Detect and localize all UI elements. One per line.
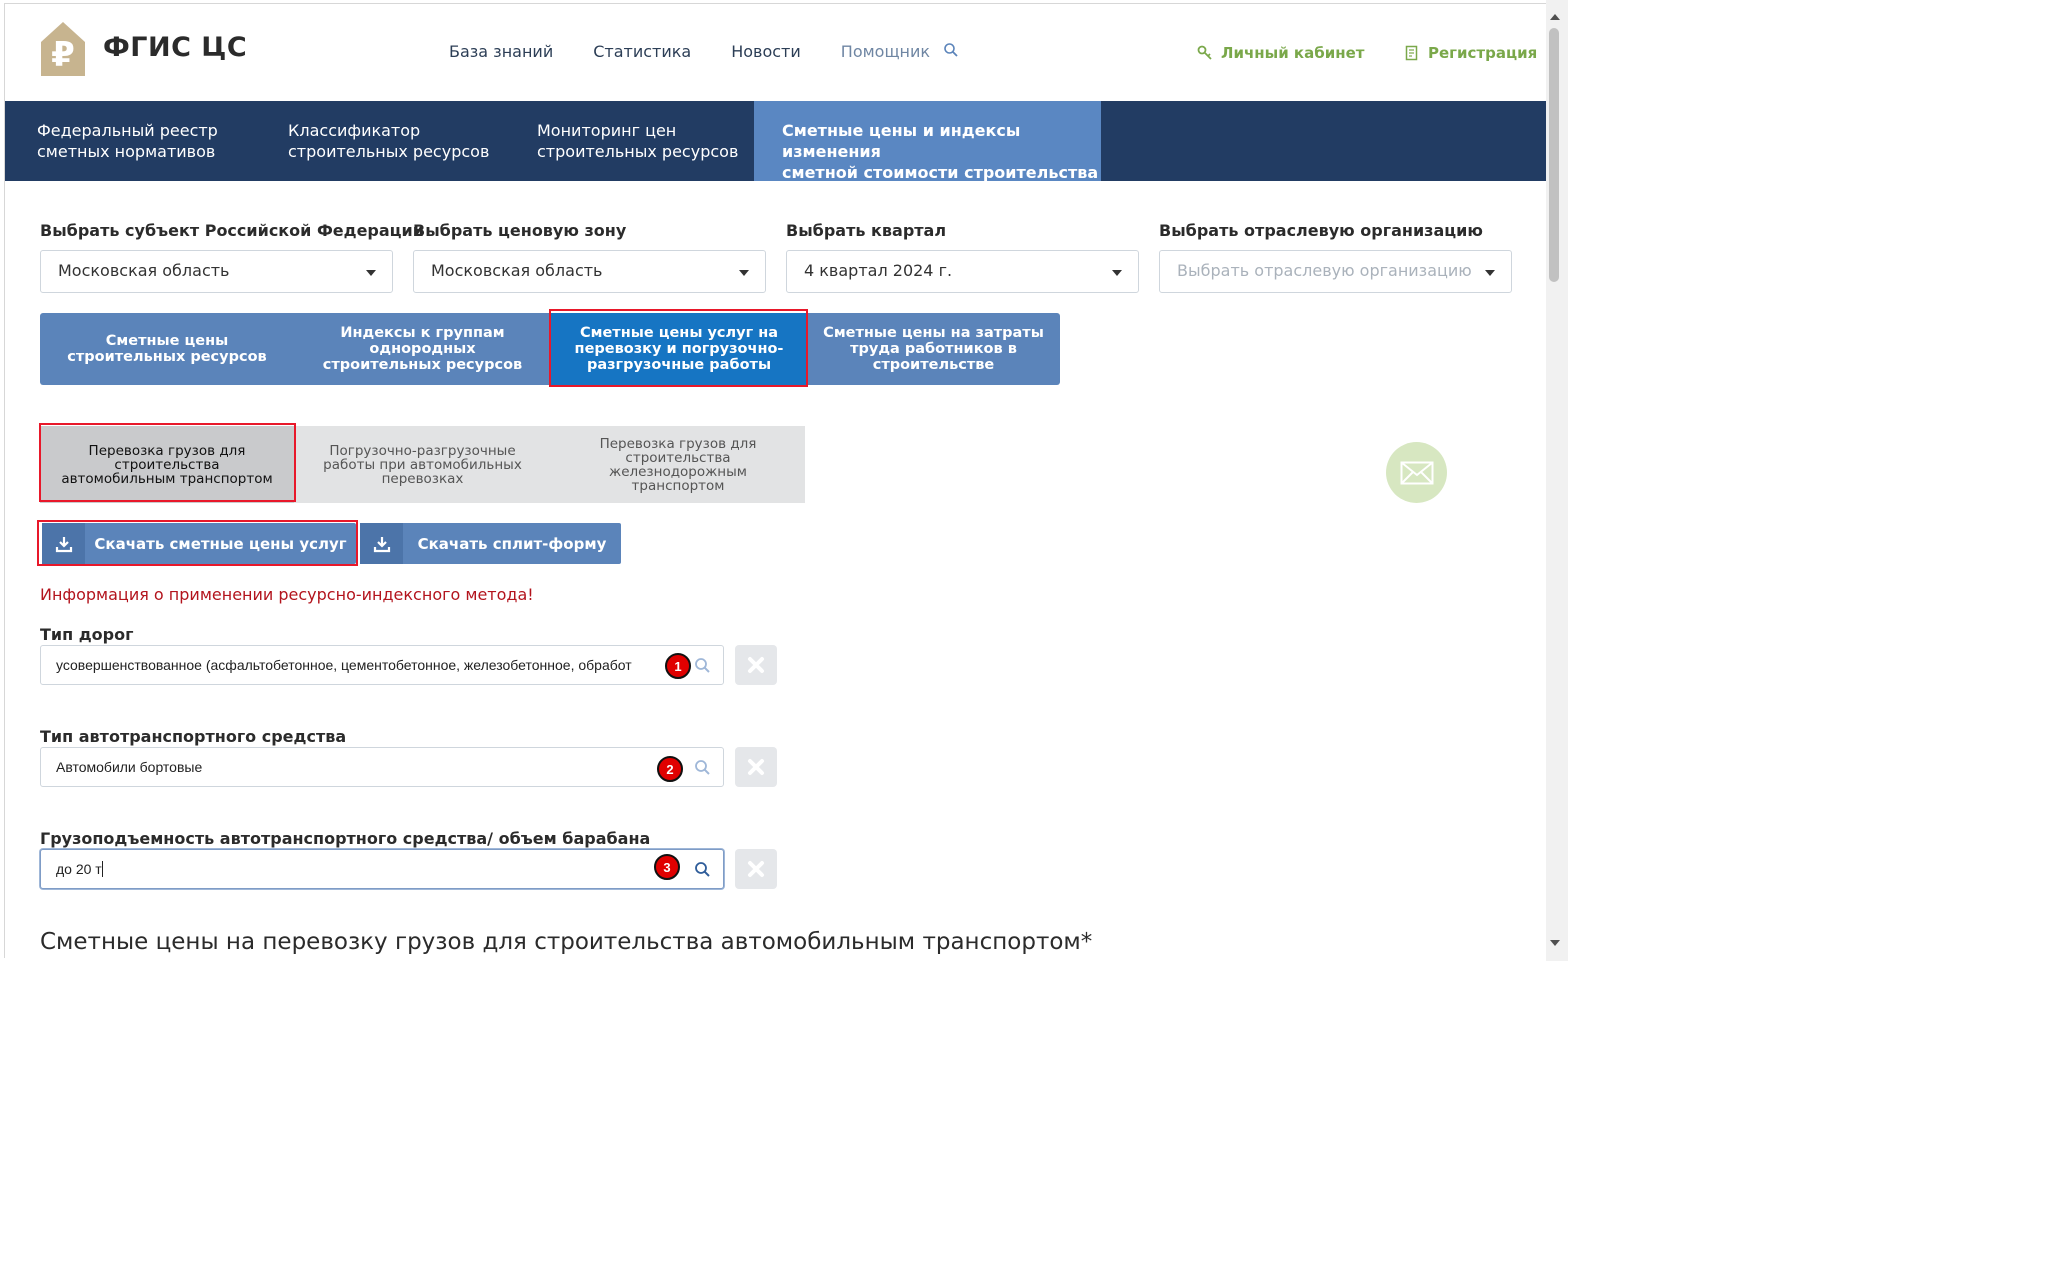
main-nav-label: Классификатор <box>288 121 421 140</box>
tab-group-indexes[interactable] <box>294 313 551 385</box>
main-nav-label: Мониторинг цен <box>537 121 677 140</box>
step-badge: 1 <box>665 653 691 679</box>
ruble-logo-icon[interactable] <box>37 20 89 78</box>
subtab-label: работы при автомобильных <box>323 456 522 473</box>
envelope-icon <box>1400 461 1434 485</box>
account-link[interactable] <box>1197 44 1364 62</box>
download-split-button[interactable] <box>360 523 621 564</box>
resource-index-info-link[interactable]: Информация о применении ресурсно-индексного метода! <box>40 585 534 604</box>
tab-label: строительных ресурсов <box>67 349 267 365</box>
document-edit-icon <box>1405 45 1420 61</box>
top-nav-assistant[interactable]: Помощник <box>840 42 931 61</box>
text-cursor <box>102 861 103 877</box>
tab-label: строительных ресурсов <box>322 357 523 373</box>
capacity-input[interactable] <box>40 849 724 889</box>
register-link-label: Регистрация <box>1428 44 1538 62</box>
search-icon[interactable] <box>694 657 711 674</box>
close-icon <box>747 656 765 674</box>
main-nav <box>5 101 1546 181</box>
tab-labor-prices[interactable] <box>807 313 1060 385</box>
vehicle-type-value: Автомобили бортовые <box>56 759 203 775</box>
road-type-label: Тип дорог <box>40 625 134 644</box>
main-nav-label: сметных нормативов <box>37 142 216 161</box>
download-split-label: Скачать сплит-форму <box>417 534 607 553</box>
svg-text:₽: ₽ <box>51 35 75 75</box>
register-link[interactable] <box>1405 44 1537 62</box>
tab-label: Индексы к группам <box>340 325 505 341</box>
close-icon <box>747 758 765 776</box>
road-type-value: усовершенствованное (асфальтобетонное, цементобетонное, железобетонное, обработ <box>56 657 632 673</box>
top-nav-news[interactable]: Новости <box>731 42 801 61</box>
subtab-label: железнодорожным <box>609 463 747 480</box>
capacity-value: до 20 т <box>56 861 102 877</box>
subtab-label: перевозках <box>381 470 464 487</box>
search-icon[interactable] <box>694 759 711 776</box>
key-icon <box>1197 45 1213 61</box>
zone-select-label: Выбрать ценовую зону <box>413 221 627 240</box>
top-nav-statistics[interactable]: Статистика <box>593 42 692 61</box>
quarter-select[interactable] <box>786 250 1139 293</box>
org-select[interactable] <box>1159 250 1512 293</box>
capacity-label: Грузоподъемность автотранспортного средства/ объем барабана <box>40 829 651 848</box>
subtab-label: транспортом <box>631 477 725 494</box>
subtab-loading-works[interactable] <box>294 426 551 503</box>
subtab-label: строительства <box>114 456 220 473</box>
tab-resource-prices[interactable] <box>40 313 294 385</box>
main-nav-label: строительных ресурсов <box>288 142 490 161</box>
subtab-label: Погрузочно-разгрузочные <box>329 442 516 459</box>
tab-label: строительстве <box>872 357 995 373</box>
section-heading: Сметные цены на перевозку грузов для строительства автомобильным транспортом* <box>40 929 1093 955</box>
step-badge: 3 <box>654 854 680 880</box>
chevron-down-icon <box>1112 270 1122 276</box>
subtab-label: автомобильным транспортом <box>61 470 273 487</box>
highlight-frame <box>39 423 296 502</box>
highlight-frame <box>549 309 808 387</box>
main-nav-federal-register[interactable] <box>37 101 277 181</box>
tab-label: труда работников в <box>850 341 1017 357</box>
vehicle-type-clear-button[interactable] <box>735 747 777 787</box>
road-type-clear-button[interactable] <box>735 645 777 685</box>
search-icon[interactable] <box>694 861 711 878</box>
main-nav-label: сметной стоимости строительства <box>782 163 1099 182</box>
scrollbar-thumb[interactable] <box>1549 28 1559 282</box>
close-icon <box>747 860 765 878</box>
quarter-select-label: Выбрать квартал <box>786 221 947 240</box>
tab-label: Сметные цены услуг на <box>579 325 779 341</box>
top-nav <box>449 42 970 61</box>
main-nav-label: строительных ресурсов <box>537 142 739 161</box>
main-nav-estimate-prices[interactable] <box>754 101 1101 181</box>
org-select-label: Выбрать отраслевую организацию <box>1159 221 1483 240</box>
browser-viewport <box>4 3 1546 958</box>
feedback-button[interactable] <box>1386 442 1447 503</box>
download-icon <box>360 523 403 564</box>
zone-select[interactable] <box>413 250 766 293</box>
tab-label: перевозку и погрузочно- <box>574 341 784 357</box>
highlight-frame <box>37 520 358 566</box>
subtab-rail-transport[interactable] <box>551 426 805 503</box>
site-logo-text[interactable]: ФГИС ЦС <box>103 32 248 63</box>
quarter-select-value: 4 квартал 2024 г. <box>804 261 953 280</box>
tab-label: Сметные цены на затраты <box>823 325 1044 341</box>
tab-label: Сметные цены <box>105 333 229 349</box>
subject-select[interactable] <box>40 250 393 293</box>
chevron-down-icon <box>739 270 749 276</box>
org-select-placeholder: Выбрать отраслевую организацию <box>1177 261 1472 280</box>
chevron-down-icon <box>366 270 376 276</box>
search-icon[interactable] <box>943 42 959 58</box>
tab-label: разгрузочные работы <box>586 357 772 373</box>
main-nav-classifier[interactable] <box>288 101 528 181</box>
chevron-down-icon <box>1485 270 1495 276</box>
vehicle-type-label: Тип автотранспортного средства <box>40 727 347 746</box>
zone-select-value: Московская область <box>431 261 603 280</box>
main-nav-price-monitoring[interactable] <box>537 101 752 181</box>
step-badge: 2 <box>657 756 683 782</box>
subtab-label: Перевозка грузов для <box>599 435 757 452</box>
road-type-input[interactable] <box>40 645 724 685</box>
main-nav-label: Федеральный реестр <box>37 121 218 140</box>
subtab-label: строительства <box>625 449 731 466</box>
top-nav-knowledge-base[interactable]: База знаний <box>449 42 554 61</box>
scroll-up-arrow-icon[interactable] <box>1550 14 1560 20</box>
download-prices-label: Скачать сметные цены услуг <box>94 534 347 553</box>
tab-label: однородных <box>369 341 476 357</box>
vehicle-type-input[interactable] <box>40 747 724 787</box>
subtab-label: Перевозка грузов для <box>88 442 246 459</box>
subject-select-label: Выбрать субъект Российской Федерации <box>40 221 424 240</box>
subject-select-value: Московская область <box>58 261 230 280</box>
scroll-down-arrow-icon[interactable] <box>1550 940 1560 946</box>
capacity-clear-button[interactable] <box>735 849 777 889</box>
account-link-label: Личный кабинет <box>1221 44 1365 62</box>
main-nav-label: Сметные цены и индексы изменения <box>782 121 1021 161</box>
